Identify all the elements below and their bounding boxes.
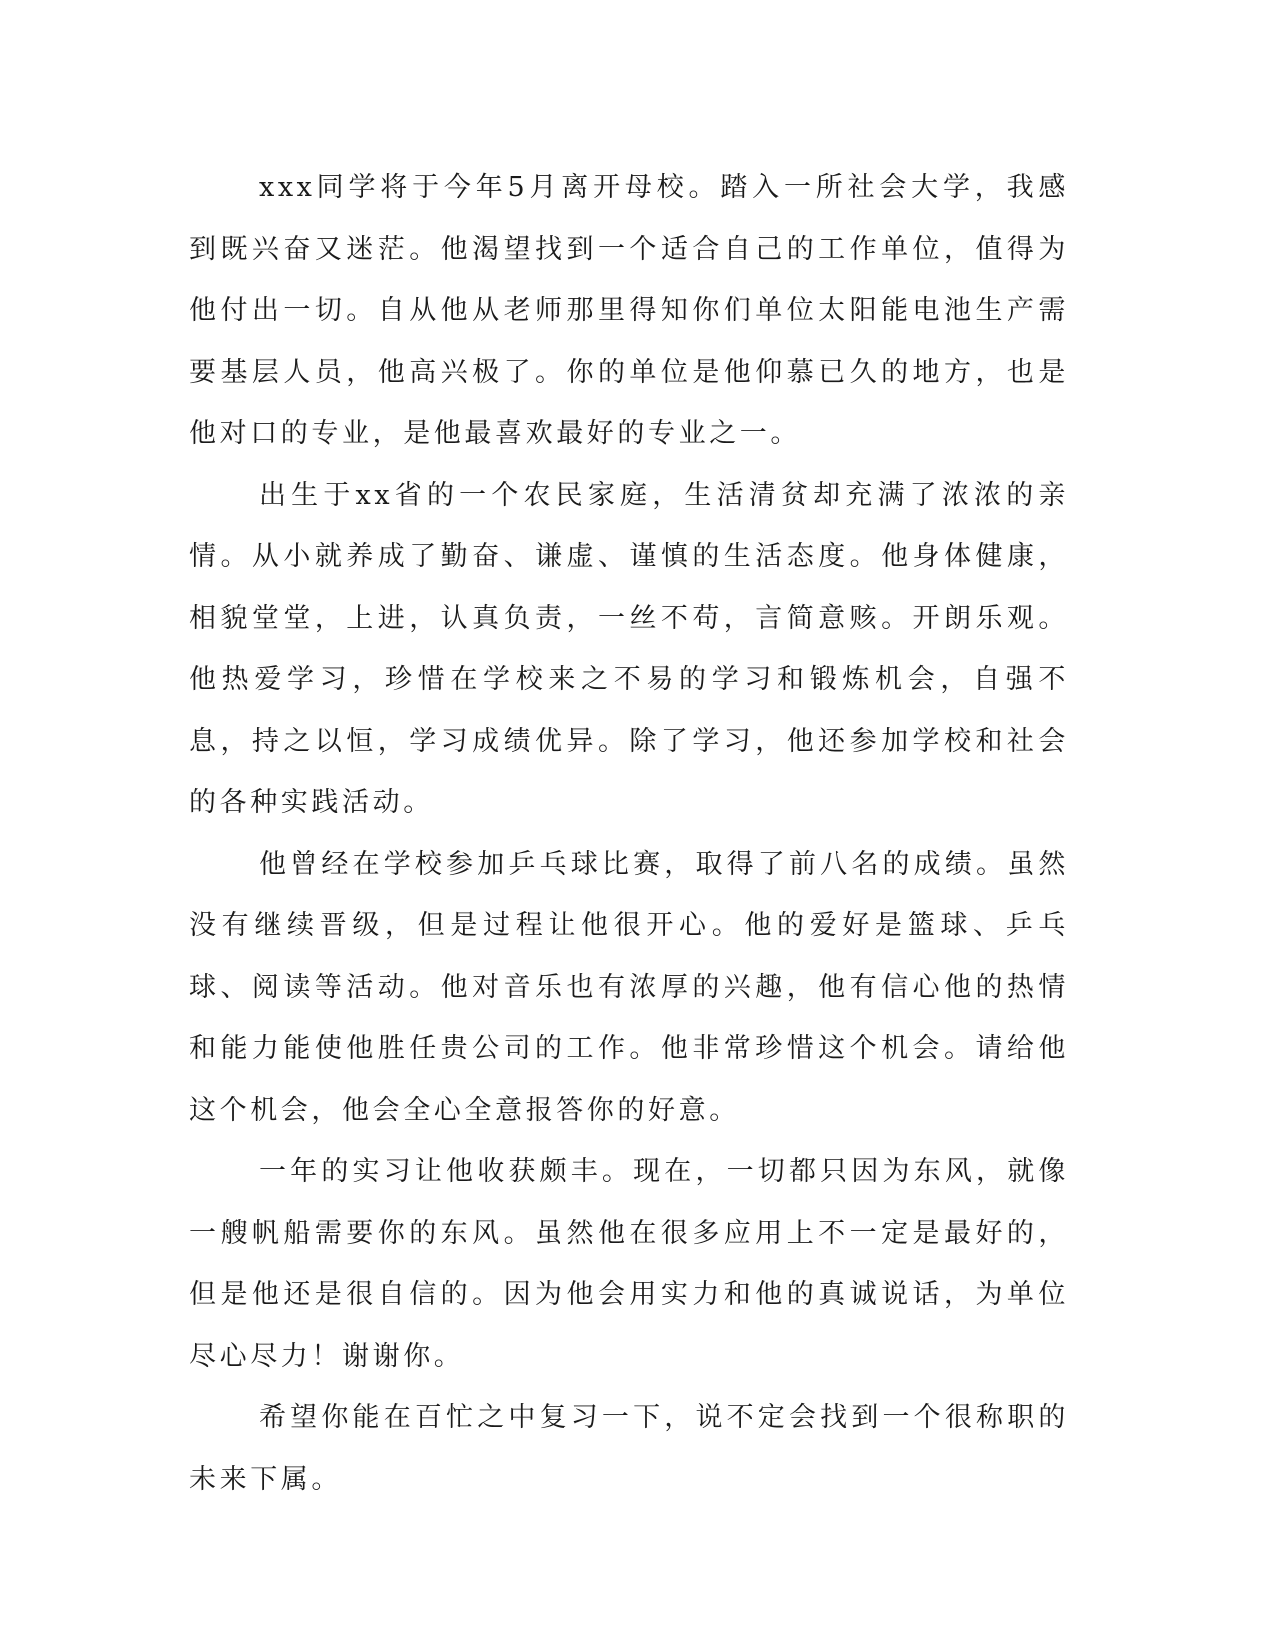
paragraph-internship: 一年的实习让他收获颇丰。现在，一切都只因为东风，就像一艘帆船需要你的东风。虽然他在很多应用上不一定是最好的，但是他还是很自信的。因为他会用实力和他的真诚说话，为单位尽心尽力！谢谢你。: [189, 1156, 1069, 1372]
paragraph-activities-hobbies: 他曾经在学校参加乒乓球比赛，取得了前八名的成绩。虽然没有继续晋级，但是过程让他很开心。他的爱好是篮球、乒乓球、阅读等活动。他对音乐也有浓厚的兴趣，他有信心他的热情和能力能使他胜任贵公司的工作。他非常珍惜这个机会。请给他这个机会，他会全心全意报答你的好意。: [189, 848, 1069, 1126]
document-body: [189, 157, 1069, 1510]
paragraph-graduation-intro: xxx同学将于今年5月离开母校。踏入一所社会大学，我感到既兴奋又迷茫。他渴望找到一个适合自己的工作单位，值得为他付出一切。自从他从老师那里得知你们单位太阳能电池生产需要基层人员，他高兴极了。你的单位是他仰慕已久的地方，也是他对口的专业，是他最喜欢最好的专业之一。: [189, 172, 1069, 449]
paragraph-family-background: 出生于xx省的一个农民家庭，生活清贫却充满了浓浓的亲情。从小就养成了勤奋、谦虚、谨慎的生活态度。他身体健康，相貌堂堂，上进，认真负责，一丝不苟，言简意赅。开朗乐观。他热爱学习，珍惜在学校来之不易的学习和锻炼机会，自强不息，持之以恒，学习成绩优异。除了学习，他还参加学校和社会的各种实践活动。: [189, 479, 1069, 818]
paragraph-closing: 希望你能在百忙之中复习一下，说不定会找到一个很称职的未来下属。: [189, 1402, 1069, 1495]
